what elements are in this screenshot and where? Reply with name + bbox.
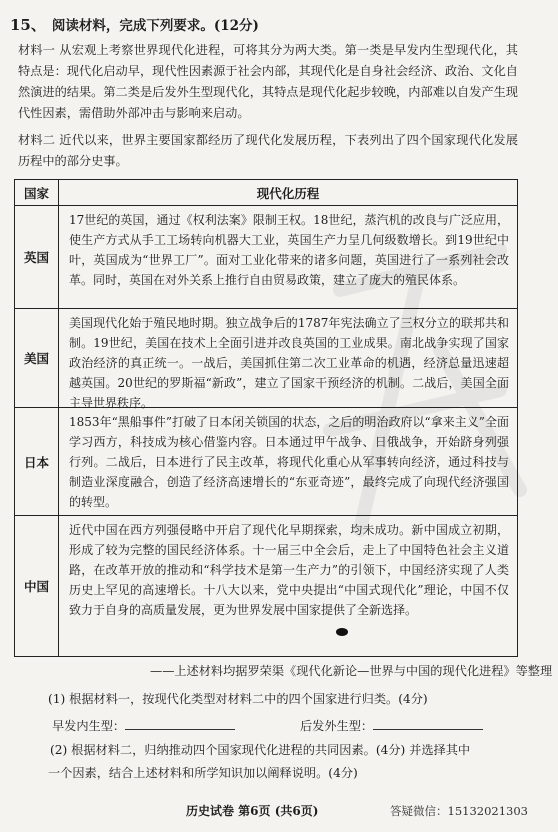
sub-question-2-line-1: (2) 根据材料二，归纳推动四个国家现代化进程的共同因素。(4分) 并选择其中 [50, 743, 471, 757]
answer-label-early: 早发内生型： [52, 719, 126, 733]
table-row-history: 近代中国在西方列强侵略中开启了现代化早期探索，均未成功。新中国成立初期，形成了较为完整的国民经济体系。十一届三中全会后，走上了中国特色社会主义道路，在改革开放的推动和“科学技术是第一生产力”的引领下，中国经济实现了人类历史上罕见的高速增长。十八大以来，党中央提出“中国式现代化”理论，中国不仅致力于自身的高质量发展，更为世界发展中国家提供了全新选择。 [69, 523, 509, 617]
table-row-country: 英国 [15, 206, 59, 309]
source-citation: ——上述材料均据罗荣渠《现代化新论—世界与中国的现代化进程》等整理 [150, 664, 553, 678]
table-row-history: 美国现代化始于殖民地时期。独立战争后的1787年宪法确立了三权分立的联邦共和制。19世纪，美国在技术上全面引进并改良英国的工业成果。南北战争实现了国家政治经济的真正统一。一战后，美国抓住第二次工业革命的机遇，经济总量迅速超越英国。20世纪的罗斯福“新政”，建立了国家干预经济的机制。二战后，美国全面主导世界秩序。 [59, 309, 517, 408]
table-row-history: 17世纪的英国，通过《权利法案》限制王权。18世纪，蒸汽机的改良与广泛应用，使生产方式从手工工场转向机器大工业，英国生产力呈几何级数增长。到19世纪中叶，英国成为“世界工厂”。面对工业化带来的诸多问题，英国进行了一系列社会改革。同时，英国在对外关系上推行自由贸易政策，建立了庞大的殖民体系。 [59, 206, 517, 309]
table-header-history: 现代化历程 [59, 180, 517, 206]
page-footer: 历史试卷 第6页 (共6页) [186, 804, 319, 818]
table-row-country: 中国 [15, 516, 59, 656]
question-title: 阅读材料，完成下列要求。(12分) [51, 18, 259, 34]
table-row-country: 日本 [15, 408, 59, 516]
history-table [14, 179, 518, 657]
question-heading [10, 14, 259, 35]
ink-blot [336, 628, 348, 636]
material-two: 材料二 近代以来，世界主要国家都经历了现代化发展历程，下表列出了四个国家现代化发展历程中的部分史事。 [18, 133, 518, 168]
sub-question-1: (1) 根据材料一，按现代化类型对材料二中的四个国家进行归类。(4分) [48, 692, 428, 706]
sub-question-2-line-2: 一个因素，结合上述材料和所学知识加以阐释说明。(4分) [48, 766, 358, 780]
table-row-country: 美国 [15, 309, 59, 408]
question-number: 15、 [10, 16, 46, 34]
answer-late-exogenous [300, 716, 483, 734]
table-row-history: 1853年“黑船事件”打破了日本闭关锁国的状态，之后的明治政府以“拿来主义”全面学习西方，科技成为核心借鉴内容。日本通过甲午战争、日俄战争，开始跻身列强行列。二战后，日本进行了民主改革，将现代化重心从军事转向经济，通过科技与制造业深度融合，创造了经济高速增长的“东亚奇迹”，最终完成了向现代经济强国的转型。 [59, 408, 517, 516]
table-header-country: 国家 [15, 180, 59, 206]
answer-early-endogenous [52, 716, 235, 734]
material-one: 材料一 从宏观上考察世界现代化进程，可将其分为两大类。第一类是早发内生型现代化，其特点是：现代化启动早，现代性因素源于社会内部，其现代化是自身社会经济、政治、文化自然演进的结果。第二类是后发外生型现代化，其特点是现代化起步较晚，内部难以自发产生现代性因素，需借助外部冲击与影响来启动。 [18, 43, 518, 120]
answer-label-late: 后发外生型： [300, 719, 374, 733]
answer-blank-late[interactable] [373, 716, 483, 730]
contact-info: 答疑微信：15132021303 [390, 804, 528, 818]
answer-blank-early[interactable] [125, 716, 235, 730]
